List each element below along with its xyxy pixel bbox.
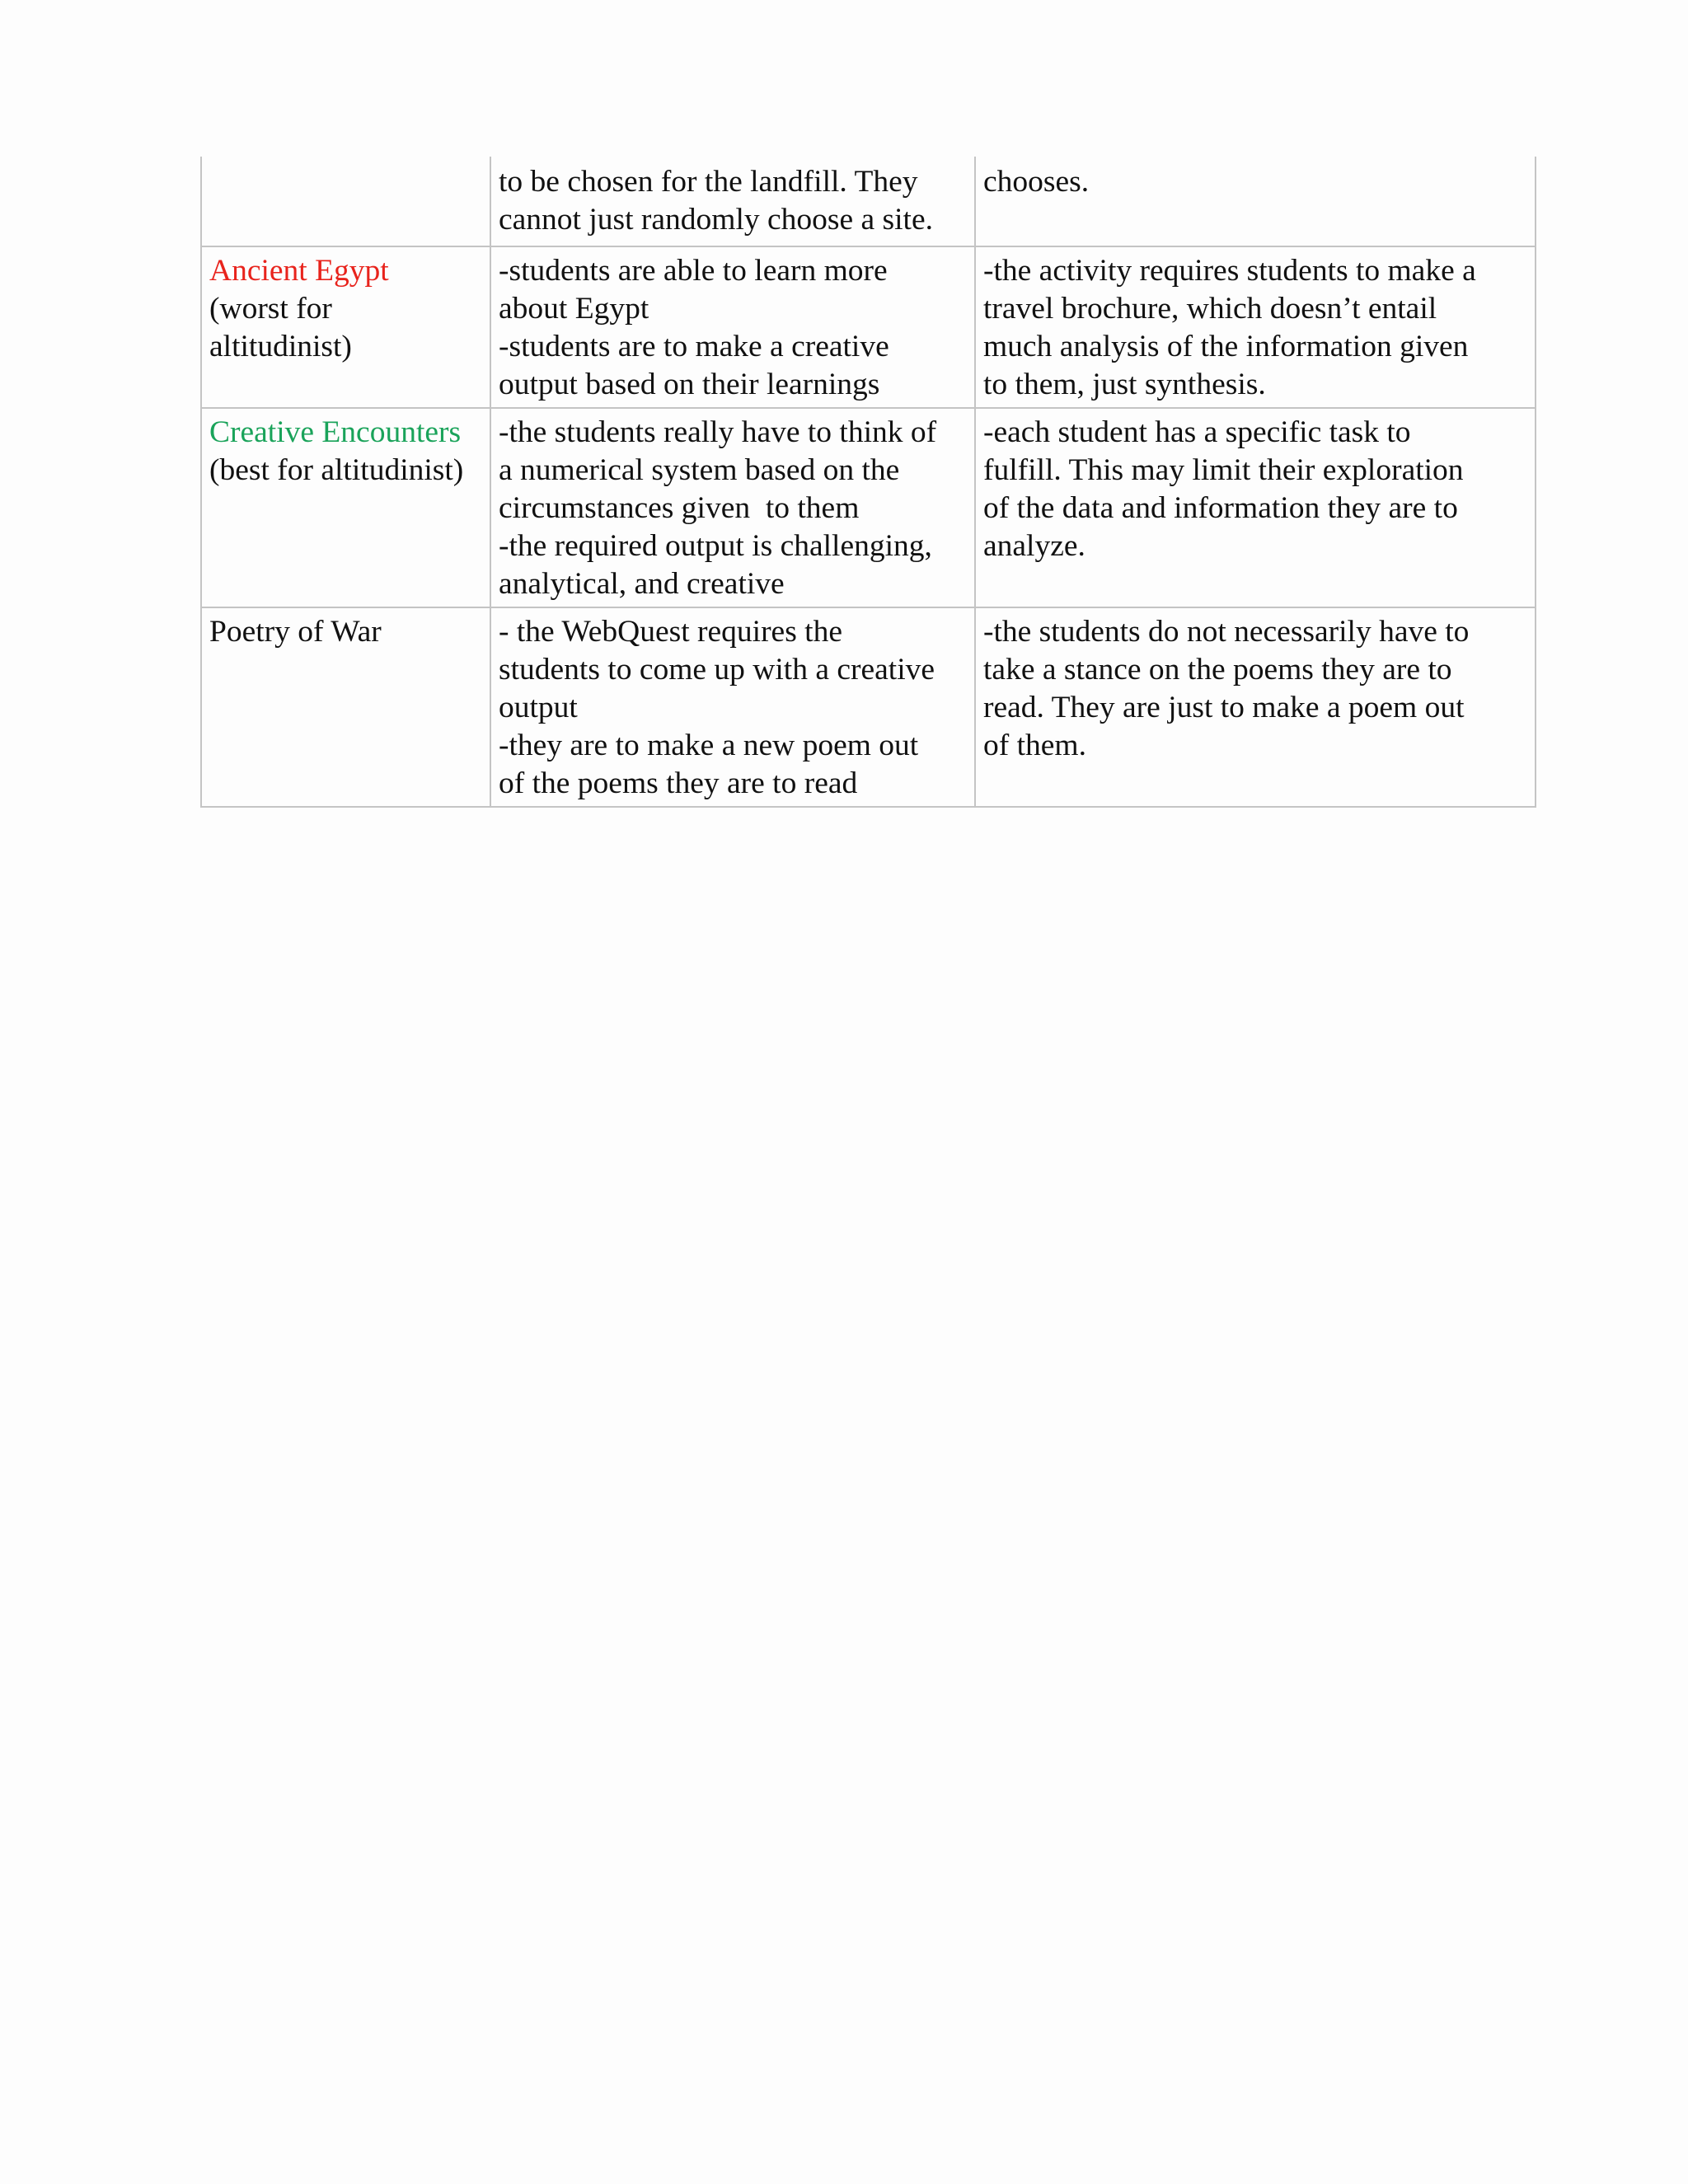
cell-line: -each student has a specific task to <box>983 415 1411 449</box>
cell-line: analytical, and creative <box>499 567 785 601</box>
webquest-name-cell <box>201 246 490 408</box>
cell-line: circumstances given to them <box>499 491 860 525</box>
strengths-cell <box>490 607 975 807</box>
cell-line: - the WebQuest requires the <box>499 615 842 649</box>
webquest-name-cell <box>201 157 490 246</box>
cell-line: -the students really have to think of <box>499 415 937 449</box>
cell-line: read. They are just to make a poem out <box>983 691 1465 724</box>
cell-line: fulfill. This may limit their exploration <box>983 453 1464 487</box>
table-row-creative-encounters <box>201 408 1536 607</box>
cell-line: -the students do not necessarily have to <box>983 615 1470 649</box>
cell-line: -students are able to learn more <box>499 254 888 288</box>
webquest-name-cell <box>201 408 490 607</box>
cell-line: -students are to make a creative <box>499 330 889 363</box>
cell-line: output <box>499 691 578 724</box>
cell-line: -the required output is challenging, <box>499 529 932 563</box>
cell-line: of the poems they are to read <box>499 766 858 800</box>
weaknesses-cell <box>975 157 1536 246</box>
weaknesses-cell <box>975 408 1536 607</box>
webquest-rating-note: altitudinist) <box>209 330 352 363</box>
webquest-title-ancient-egypt: Ancient Egypt <box>209 254 389 288</box>
strengths-cell <box>490 408 975 607</box>
webquest-rating-note: (worst for <box>209 292 332 326</box>
webquest-title-poetry-of-war: Poetry of War <box>209 615 382 649</box>
table-row-poetry-of-war <box>201 607 1536 807</box>
cell-line: chooses. <box>983 165 1090 199</box>
cell-line: -they are to make a new poem out <box>499 729 919 762</box>
strengths-cell <box>490 157 975 246</box>
cell-line: a numerical system based on the <box>499 453 900 487</box>
cell-line: travel brochure, which doesn’t entail <box>983 292 1437 326</box>
webquest-comparison-table <box>200 157 1536 808</box>
table-row-landfill-continued <box>201 157 1536 246</box>
cell-line: -the activity requires students to make a <box>983 254 1476 288</box>
cell-line: to them, just synthesis. <box>983 368 1266 401</box>
cell-line: of the data and information they are to <box>983 491 1458 525</box>
weaknesses-cell <box>975 607 1536 807</box>
cell-line: to be chosen for the landfill. They <box>499 165 918 199</box>
webquest-name-cell <box>201 607 490 807</box>
cell-line: cannot just randomly choose a site. <box>499 203 933 237</box>
cell-line: take a stance on the poems they are to <box>983 653 1452 687</box>
cell-line: output based on their learnings <box>499 368 880 401</box>
cell-line: about Egypt <box>499 292 649 326</box>
strengths-cell <box>490 246 975 408</box>
table-row-ancient-egypt <box>201 246 1536 408</box>
webquest-title-creative-encounters: Creative Encounters <box>209 415 462 449</box>
cell-line: students to come up with a creative <box>499 653 935 687</box>
cell-line: analyze. <box>983 529 1085 563</box>
cell-line: of them. <box>983 729 1086 762</box>
webquest-rating-note: (best for altitudinist) <box>209 453 464 487</box>
cell-line: much analysis of the information given <box>983 330 1469 363</box>
weaknesses-cell <box>975 246 1536 408</box>
